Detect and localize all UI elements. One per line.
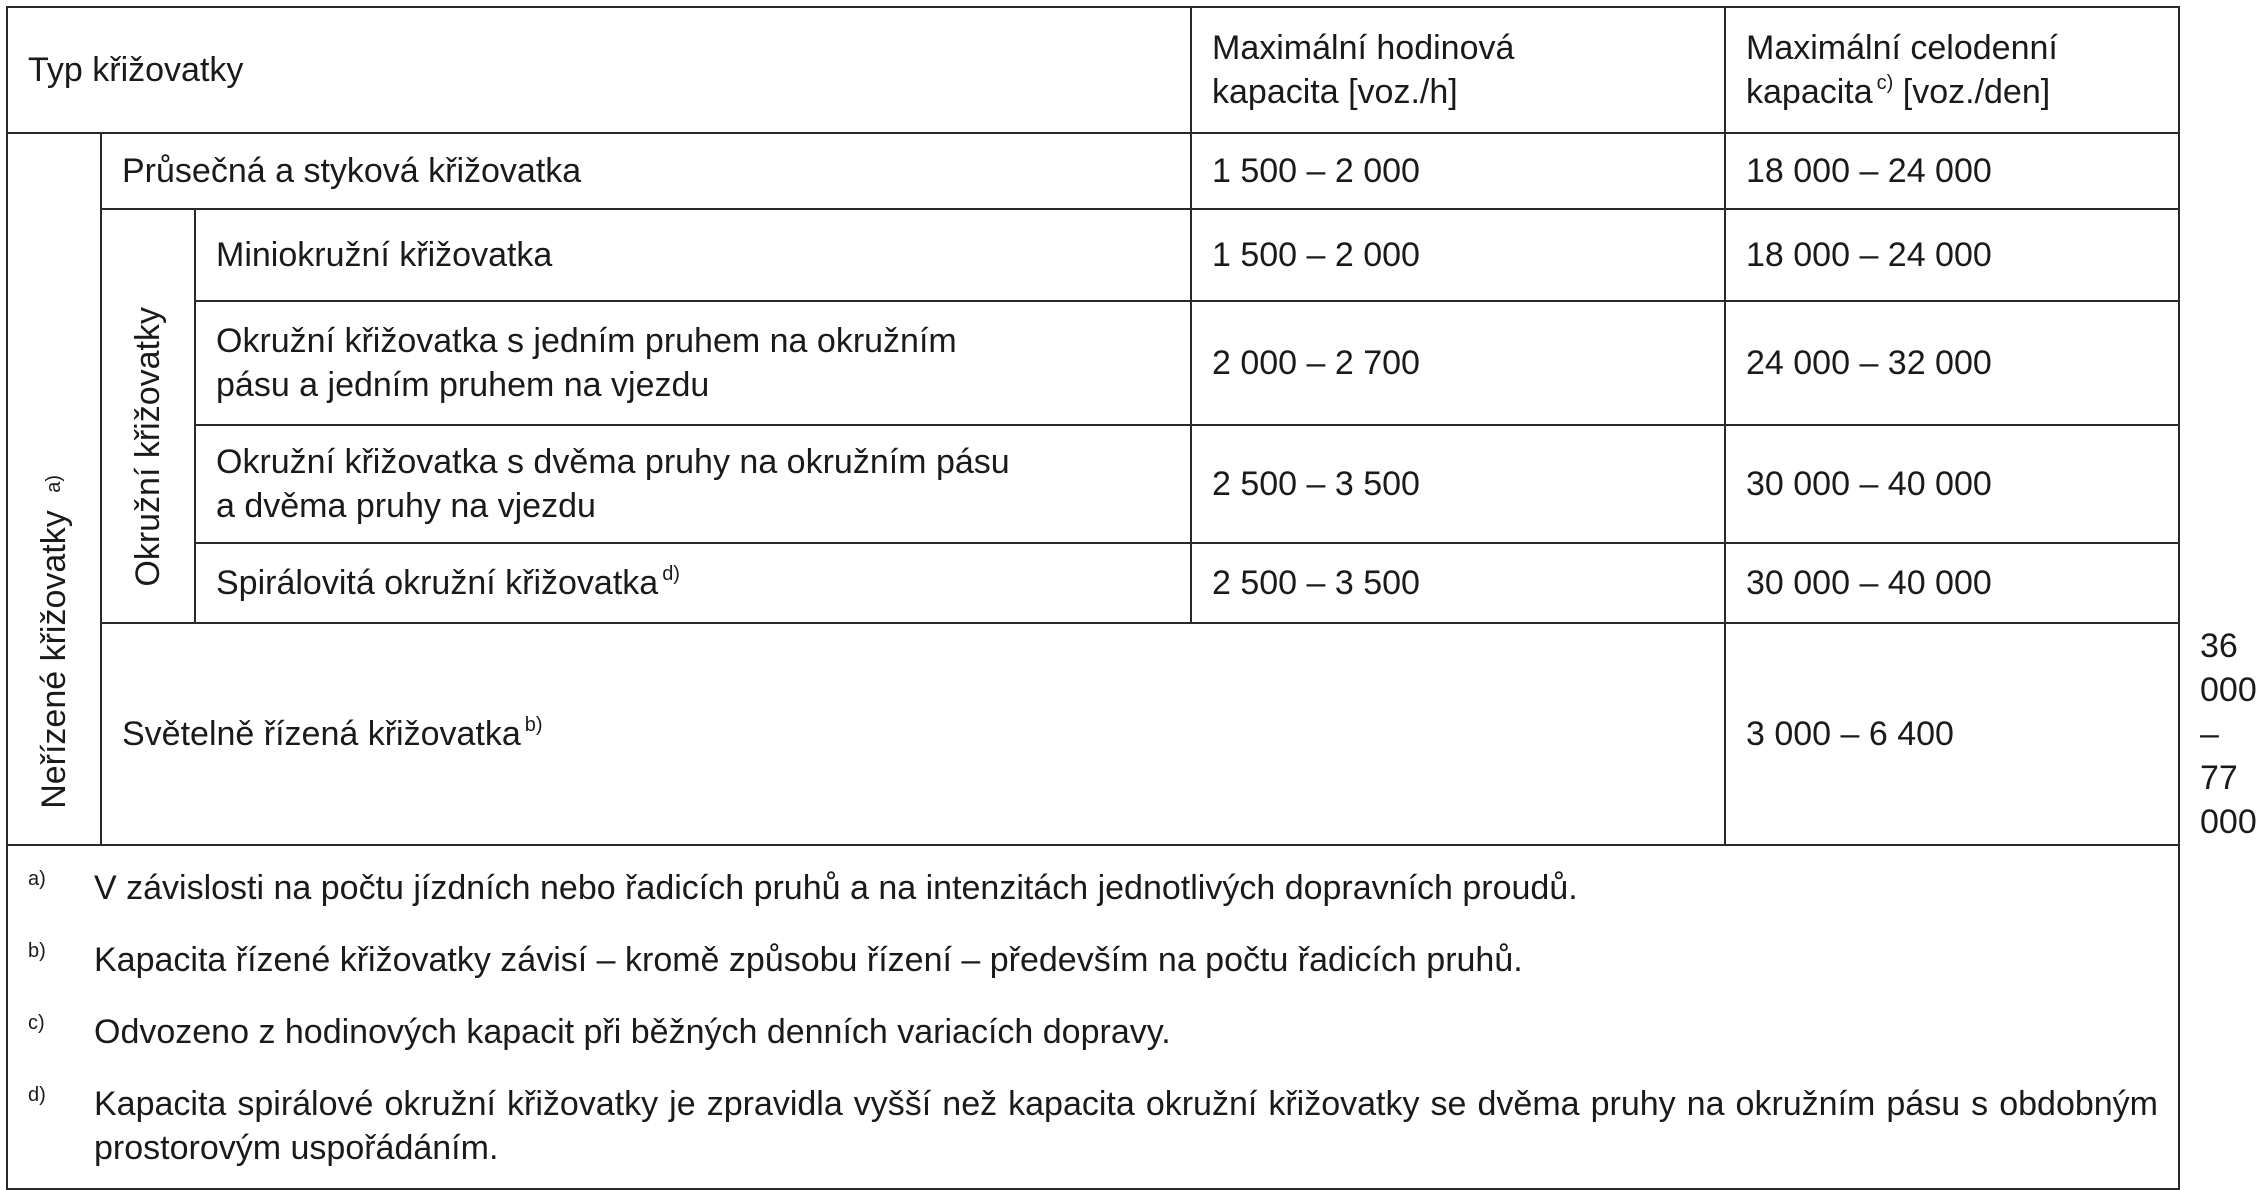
table-row: [7, 623, 2179, 845]
footnote: [28, 866, 2158, 910]
row-daily: 18 000 – 24 000: [1746, 236, 1992, 274]
header-daily-line2b: [voz./den]: [1902, 73, 2051, 111]
footnote-mark: d): [28, 1084, 46, 1106]
group-unregulated-cell: [7, 133, 101, 845]
row-name-line1: Okružní křižovatka s dvěma pruhy na okružním pásu: [216, 443, 1010, 481]
row-daily: 30 000 – 40 000: [1746, 465, 1992, 503]
header-type-cell: [7, 7, 1191, 133]
row-hourly: 2 500 – 3 500: [1212, 465, 1420, 503]
row-daily-cell: [1725, 543, 2179, 623]
group-unregulated-label: Neřízené křižovatky: [35, 510, 73, 809]
footnote: [28, 1010, 2158, 1054]
row-daily-cell: [1725, 209, 2179, 301]
row-name-cell: [195, 301, 1191, 425]
row-name: Světelně řízená křižovatka: [122, 715, 521, 753]
row-daily-cell: [1725, 133, 2179, 209]
row-hourly: 2 500 – 3 500: [1212, 564, 1420, 602]
row-hourly-cell: [1191, 209, 1725, 301]
row-name-line1: Okružní křižovatka s jedním pruhem na okružním: [216, 322, 957, 360]
row-hourly: 3 000 – 6 400: [1746, 715, 1954, 753]
row-daily: 24 000 – 32 000: [1746, 344, 1992, 382]
header-daily-line1: Maximální celodenní: [1746, 29, 2058, 67]
row-name-cell: [195, 543, 1191, 623]
table-row: [7, 425, 2179, 543]
table-row: [7, 543, 2179, 623]
header-daily-line2a: kapacita: [1746, 73, 1873, 111]
row-hourly: 1 500 – 2 000: [1212, 152, 1420, 190]
row-hourly: 1 500 – 2 000: [1212, 236, 1420, 274]
header-hourly-line2: kapacita [voz./h]: [1212, 73, 1458, 111]
header-daily-cell: [1725, 7, 2179, 133]
row-hourly-cell: [1191, 543, 1725, 623]
row-hourly-cell: [1725, 623, 2179, 845]
header-hourly-line1: Maximální hodinová: [1212, 29, 1515, 67]
header-type-label: Typ křižovatky: [28, 51, 244, 89]
row-daily-cell: [1725, 301, 2179, 425]
header-daily-note: c): [1876, 72, 1894, 94]
footnote-text: V závislosti na počtu jízdních nebo řadicích pruhů a na intenzitách jednotlivých dopravních proudů.: [94, 869, 1578, 907]
header-row: [7, 7, 2179, 133]
group-roundabouts-cell: [101, 209, 195, 623]
footnote-text: Odvozeno z hodinových kapacit při běžných denních variacích dopravy.: [94, 1013, 1171, 1051]
header-hourly-cell: [1191, 7, 1725, 133]
row-name: Spirálovitá okružní křižovatka: [216, 564, 659, 602]
footnote-text: Kapacita spirálové okružní křižovatky je zpravidla vyšší než kapacita okružní křižovatky se dvěma pruhy na okružním pásu s obdobným prostorovým uspořádáním.: [94, 1085, 2158, 1167]
footnote: [28, 1082, 2158, 1170]
footnote-text: Kapacita řízené křižovatky závisí – kromě způsobu řízení – především na počtu řadicích pruhů.: [94, 941, 1523, 979]
row-hourly-cell: [1191, 301, 1725, 425]
row-name: Miniokružní křižovatka: [216, 236, 553, 274]
table-row: [7, 133, 2179, 209]
row-name-line2: a dvěma pruhy na vjezdu: [216, 487, 596, 525]
row-note: b): [524, 714, 543, 736]
row-note: d): [662, 563, 680, 585]
row-daily: 30 000 – 40 000: [1746, 564, 1992, 602]
group-roundabouts-text: [126, 297, 170, 611]
row-daily: 18 000 – 24 000: [1746, 152, 1992, 190]
row-hourly: 2 000 – 2 700: [1212, 344, 1420, 382]
group-unregulated-text: Neřízené křižovatky a): [35, 475, 73, 809]
row-name-cell: [101, 623, 1725, 845]
intersection-capacity-table: [6, 6, 2257, 1190]
row-daily-cell: [1725, 425, 2179, 543]
row-daily: 36 000 – 77 000: [2200, 627, 2257, 841]
footnote: [28, 938, 2158, 982]
table-row: [7, 209, 2179, 301]
footnote-mark: a): [28, 868, 46, 890]
row-hourly-cell: [1191, 425, 1725, 543]
capacity-table-wrapper: [6, 6, 2257, 1167]
footnotes-cell: [7, 845, 2179, 1189]
row-name: Průsečná a styková křižovatka: [122, 152, 582, 190]
row-hourly-cell: [1191, 133, 1725, 209]
group-roundabouts-label: Okružní křižovatky: [129, 307, 167, 587]
row-name-line2: pásu a jedním pruhem na vjezdu: [216, 366, 710, 404]
table-row: [7, 301, 2179, 425]
row-name-cell: [195, 425, 1191, 543]
row-name-cell: [101, 133, 1191, 209]
footnote-mark: c): [28, 1012, 45, 1034]
row-name-cell: [195, 209, 1191, 301]
footnotes-row: [7, 845, 2179, 1189]
footnote-mark: b): [28, 940, 46, 962]
